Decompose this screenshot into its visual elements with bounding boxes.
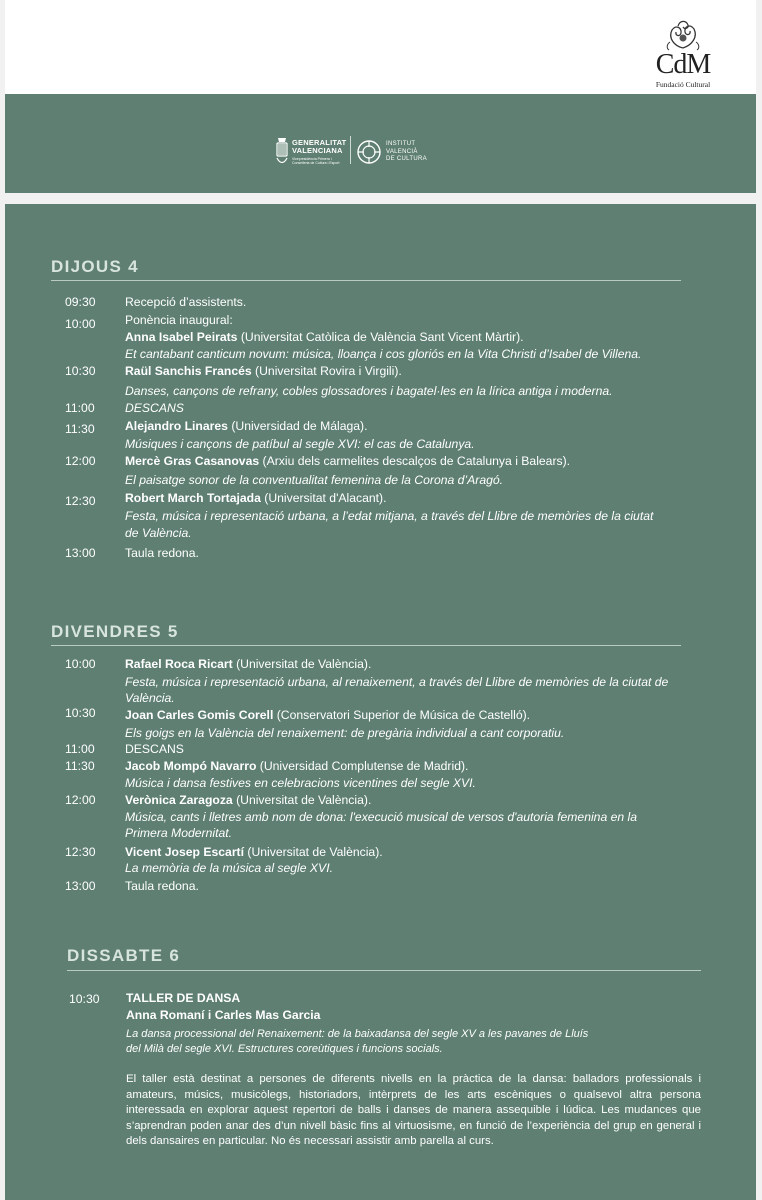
ivc-text <box>386 141 427 164</box>
day-title: DISSABTE 6 <box>67 946 181 965</box>
talk-title-cont: Primera Modernitat. <box>125 826 233 840</box>
generalitat-title <box>292 139 346 155</box>
break-label: DESCANS <box>125 401 184 415</box>
speaker-affiliation: (Universitat de València). <box>244 845 383 859</box>
ivc-emblem-icon <box>356 139 382 165</box>
speaker-name: Rafael Roca Ricart <box>125 657 233 671</box>
session-time: 10:00 <box>65 317 96 331</box>
speaker-affiliation: (Universitat de València). <box>232 793 372 807</box>
speaker-line <box>125 657 371 672</box>
generalitat-small2: Conselleria de Cultura i Esport <box>292 161 340 165</box>
talk-title: El paisatge sonor de la conventualitat femenina de la Corona d’Aragó. <box>125 473 504 487</box>
speaker-line <box>125 759 468 774</box>
speaker-name: Verònica Zaragoza <box>125 793 233 807</box>
flower-ornament-icon <box>664 18 702 52</box>
speaker-name: Raül Sanchis Francés <box>125 364 252 378</box>
workshop-title-text: TALLER DE DANSA <box>126 991 241 1005</box>
cdm-logo-subtitle: Fundació Cultural <box>655 80 711 89</box>
speaker-line <box>125 708 530 723</box>
cdm-logo <box>650 18 716 90</box>
ivc-line2: VALENCIÀ <box>386 148 418 155</box>
session-time: 11:30 <box>65 422 95 436</box>
session-text: Recepció d’assistents. <box>125 295 247 309</box>
talk-title: Danses, cançons de refrany, cobles glossadores i bagatel·les en la lírica antiga i moderna. <box>125 384 613 398</box>
generalitat-line2: VALENCIANA <box>292 146 343 155</box>
generalitat-emblem-icon <box>274 136 290 166</box>
talk-title: Música, cants i lletres amb nom de dona: l'execució musical de versos d'autoria femenina en la <box>125 810 638 824</box>
workshop-instructors-text: Anna Romaní i Carles Mas Garcia <box>126 1008 321 1022</box>
session-time: 12:30 <box>65 494 96 508</box>
day-rule <box>51 280 681 281</box>
speaker-affiliation: (Universidad Complutense de Madrid). <box>256 759 469 773</box>
talk-title: Et cantabant canticum novum: música, lloança i cos gloriós en la Vita Christi d’Isabel de Villena. <box>125 347 642 361</box>
session-time: 12:00 <box>65 793 96 807</box>
workshop-instructors <box>126 1008 320 1023</box>
talk-title: La memòria de la música al segle XVI. <box>125 861 333 875</box>
generalitat-line1: GENERALITAT <box>292 138 347 147</box>
speaker-line <box>125 454 570 469</box>
session-time: 11:30 <box>65 759 95 773</box>
session-time: 10:00 <box>65 657 96 671</box>
session-time: 10:30 <box>69 992 100 1006</box>
session-text: Taula redona. <box>125 546 199 560</box>
speaker-line <box>125 845 383 860</box>
session-time: 12:30 <box>65 845 96 859</box>
ivc-line1: INSTITUT <box>386 141 416 147</box>
speaker-name: Jacob Mompó Navarro <box>125 759 257 773</box>
session-time: 11:00 <box>65 401 95 415</box>
ivc-logo <box>356 139 436 167</box>
speaker-affiliation: (Arxiu dels carmelites descalços de Catalunya i Balears). <box>259 454 571 468</box>
session-time: 10:30 <box>65 364 96 378</box>
workshop-subtitle-cont: del Milà del segle XVI. Estructures coreùtiques i funcions socials. <box>126 1043 443 1055</box>
session-time: 12:00 <box>65 454 96 468</box>
session-text: Ponència inaugural: <box>125 313 233 327</box>
talk-title: Els goigs en la València del renaixement: de pregària individual a cant corporatiu. <box>125 726 565 740</box>
day-rule <box>67 970 701 971</box>
speaker-line <box>125 491 387 506</box>
workshop-subtitle: La dansa processional del Renaixement: de la baixadansa del segle XV a les pavanes de Lluís <box>126 1028 589 1040</box>
session-time: 13:00 <box>65 879 96 893</box>
logo-divider <box>350 136 351 164</box>
speaker-name: Vicent Josep Escartí <box>125 845 245 859</box>
talk-title: Música i dansa festives en celebracions vicentines del segle XVI. <box>125 776 476 790</box>
session-text: Taula redona. <box>125 879 199 893</box>
speaker-affiliation: (Universitat Catòlica de València Sant Vicent Màrtir). <box>237 330 524 344</box>
session-time: 13:00 <box>65 546 96 560</box>
talk-title: Músiques i cançons de patíbul al segle XVI: el cas de Catalunya. <box>125 437 475 451</box>
generalitat-department <box>292 157 362 165</box>
speaker-name: Mercè Gras Casanovas <box>125 454 260 468</box>
speaker-affiliation: (Universitat de València). <box>232 657 372 671</box>
session-time: 10:30 <box>65 706 96 720</box>
speaker-name: Anna Isabel Peirats <box>125 330 238 344</box>
session-time: 09:30 <box>65 295 96 309</box>
generalitat-valenciana-logo <box>274 136 356 166</box>
day-title: DIJOUS 4 <box>51 257 139 276</box>
talk-title-cont: de València. <box>125 526 192 540</box>
cdm-logo-mark: CdM <box>655 49 711 80</box>
speaker-affiliation: (Universidad de Málaga). <box>227 419 368 433</box>
speaker-line <box>125 793 371 808</box>
speaker-line <box>125 419 368 434</box>
speaker-affiliation: (Universitat Rovira i Virgili). <box>251 364 402 378</box>
talk-title: Festa, música i representació urbana, a l’edat mitjana, a través del Llibre de memòries de la ciutat <box>125 509 654 523</box>
speaker-name: Robert March Tortajada <box>125 491 261 505</box>
break-label: DESCANS <box>125 742 184 756</box>
day-title: DIVENDRES 5 <box>51 622 179 641</box>
program-panel <box>5 204 756 1200</box>
speaker-affiliation: (Conservatori Superior de Música de Castelló). <box>273 708 531 722</box>
speaker-affiliation: (Universitat d'Alacant). <box>260 491 387 505</box>
workshop-title <box>126 991 240 1006</box>
ivc-line3: DE CULTURA <box>386 156 427 162</box>
generalitat-small1: Vicepresidència Primera i <box>292 157 332 161</box>
speaker-name: Alejandro Linares <box>125 419 228 433</box>
day-rule <box>51 645 681 646</box>
header-band <box>5 94 756 193</box>
speaker-name: Joan Carles Gomis Corell <box>125 708 274 722</box>
talk-title-cont: València. <box>125 691 175 705</box>
workshop-description: El taller està destinat a persones de diferents nivells en la pràctica de la dansa: balladors professionals i amateurs, músics, musicòlegs, historiadors, intèrprets de les arts escèniques o qualsevol altra persona interessada en explorar aquest repertori de balls i danses de manera assequible i lúdica. Les mudances que s’aprendran poden anar des d’un nivell bàsic fins al virtuosisme, en funció de l’experiència del grup en general i dels dansaires en particular. No és necessari assistir amb parella al curs. <box>126 1073 701 1147</box>
speaker-line <box>125 330 524 345</box>
session-time: 11:00 <box>65 742 95 756</box>
talk-title: Festa, música i representació urbana, al renaixement, a través del Llibre de memòries de la ciutat de <box>125 675 669 689</box>
speaker-line <box>125 364 402 379</box>
page-top <box>5 0 756 94</box>
